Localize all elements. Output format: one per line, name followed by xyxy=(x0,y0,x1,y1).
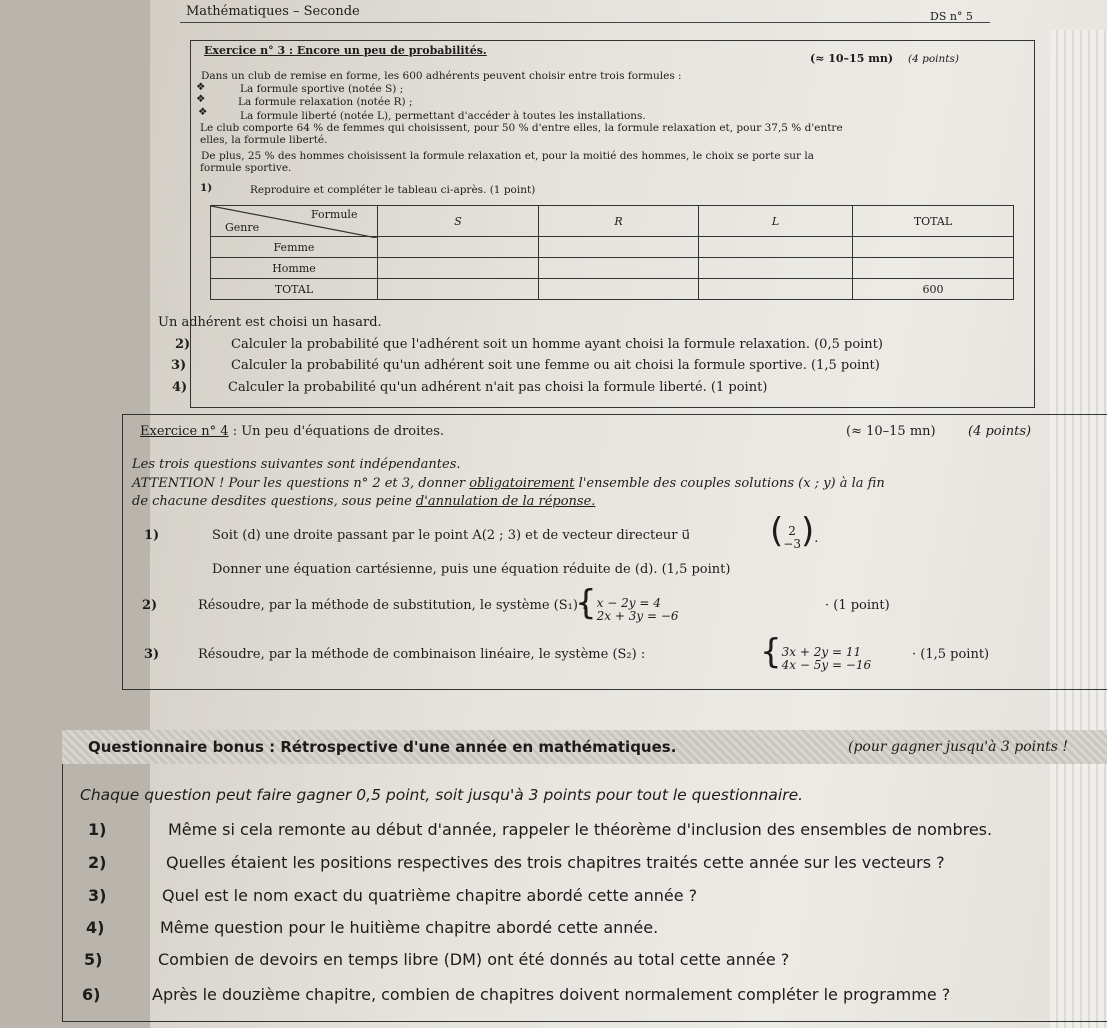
equation: 4x − 5y = −16 xyxy=(781,657,872,672)
table-row xyxy=(211,237,1014,258)
system-equations xyxy=(597,597,679,623)
corner-label-formule: Formule xyxy=(311,208,358,221)
warning-emphasis: obligatoirement xyxy=(469,476,575,491)
table-cell xyxy=(699,258,853,279)
exercise-4-title xyxy=(140,424,444,439)
exercise-4-subject: : Un peu d'équations de droites. xyxy=(228,424,444,439)
bullet-icon: ❖ xyxy=(196,81,206,93)
question-number: 6) xyxy=(82,985,101,1004)
question-number: 1) xyxy=(88,820,107,839)
question-number: 2) xyxy=(175,337,191,352)
row-label-homme: Homme xyxy=(211,258,378,279)
system-s2 xyxy=(760,632,872,672)
exercise-4-points: (4 points) xyxy=(968,424,1032,439)
row-label-total: TOTAL xyxy=(211,279,378,300)
system-equations xyxy=(782,646,872,672)
exercise-3-paragraph-1-end: elles, la formule liberté. xyxy=(200,134,328,146)
bonus-intro: Chaque question peut faire gagner 0,5 point, soit jusqu'à 3 points pour tout le questionnaire. xyxy=(80,786,804,804)
exercise-3-points: (4 points) xyxy=(908,53,959,65)
table-cell xyxy=(539,258,699,279)
exercise-4-question-2-points: · (1 point) xyxy=(825,598,890,613)
bullet-icon: ❖ xyxy=(196,93,206,105)
vector-components xyxy=(783,525,801,551)
question-number: 3) xyxy=(144,647,160,662)
equation: 2x + 3y = −6 xyxy=(596,608,679,623)
table-cell-grand-total: 600 xyxy=(853,279,1014,300)
bonus-question-5: Combien de devoirs en temps libre (DM) ont été donnés au total cette année ? xyxy=(158,950,790,969)
column-header-s: S xyxy=(378,206,539,237)
warning-text: l'ensemble des couples solutions (x ; y) à la fin xyxy=(574,476,885,491)
table-cell xyxy=(378,237,539,258)
exercise-3-intro: Dans un club de remise en forme, les 600 adhérents peuvent choisir entre trois formules : xyxy=(201,70,682,82)
random-choice-statement: Un adhérent est choisi un hasard. xyxy=(158,315,382,330)
table-cell xyxy=(539,279,699,300)
exercise-4-question-1: Soit (d) une droite passant par le point A(2 ; 3) et de vecteur directeur u⃗ xyxy=(212,528,690,543)
row-label-femme: Femme xyxy=(211,237,378,258)
equation: x − 2y = 4 xyxy=(596,595,661,610)
exercise-4-note: Les trois questions suivantes sont indépendantes. xyxy=(132,457,461,472)
exercise-4-warning xyxy=(132,476,885,491)
table-cell xyxy=(378,279,539,300)
vector-paren: ) xyxy=(800,511,815,551)
exercise-4-label: Exercice n° 4 xyxy=(140,424,229,439)
bonus-title: Questionnaire bonus : Rétrospective d'une année en mathématiques. xyxy=(88,738,677,756)
table-cell xyxy=(853,258,1014,279)
bonus-frame xyxy=(62,730,1107,1022)
exercise-3-timing: (≈ 10–15 mn) xyxy=(810,52,894,65)
question-number: 4) xyxy=(172,380,188,395)
table-corner xyxy=(211,206,378,237)
table-row xyxy=(211,279,1014,300)
probability-table xyxy=(210,205,1014,300)
system-s1 xyxy=(575,583,679,623)
question-number: 2) xyxy=(142,598,158,613)
equation: 3x + 2y = 11 xyxy=(781,644,862,659)
vector-y: −3 xyxy=(783,536,801,551)
bonus-question-6: Après le douzième chapitre, combien de chapitres doivent normalement compléter le programme ? xyxy=(152,985,951,1004)
exercise-4-warning-end xyxy=(132,494,595,509)
exercise-4-question-1-part-2: Donner une équation cartésienne, puis une équation réduite de (d). (1,5 point) xyxy=(212,562,731,577)
corner-label-genre: Genre xyxy=(225,221,260,234)
bonus-question-1: Même si cela remonte au début d'année, rappeler le théorème d'inclusion des ensembles de nombres. xyxy=(168,820,993,839)
exercise-4-question-3-points: · (1,5 point) xyxy=(912,647,990,662)
exercise-4-timing: (≈ 10–15 mn) xyxy=(846,424,936,439)
question-number: 4) xyxy=(86,918,105,937)
header-subject: Mathématiques – Seconde xyxy=(186,4,360,19)
question-number: 5) xyxy=(84,950,103,969)
exercise-4-question-2: Résoudre, par la méthode de substitution, le système (S₁) : xyxy=(198,598,587,613)
bullet-liberte: La formule liberté (notée L), permettant d'accéder à toutes les installations. xyxy=(240,110,646,122)
vector-x: 2 xyxy=(788,523,796,538)
bullet-icon: ❖ xyxy=(198,106,208,118)
table-cell xyxy=(699,279,853,300)
exercise-3-question-3: Calculer la probabilité qu'un adhérent soit une femme ou ait choisi la formule sportive. (1,5 point) xyxy=(231,358,880,373)
warning-text: ATTENTION ! Pour les questions n° 2 et 3, donner xyxy=(132,476,470,491)
column-header-l: L xyxy=(699,206,853,237)
bonus-points: (pour gagner jusqu'à 3 points ! xyxy=(848,739,1069,755)
direction-vector: ( 2 −3). xyxy=(770,511,819,551)
exercise-3-question-4: Calculer la probabilité qu'un adhérent n'ait pas choisi la formule liberté. (1 point) xyxy=(228,380,768,395)
table-cell xyxy=(699,237,853,258)
header-rule xyxy=(180,22,990,23)
question-number: 1) xyxy=(200,182,213,194)
column-header-r: R xyxy=(539,206,699,237)
question-number: 2) xyxy=(88,853,107,872)
bullet-relaxation: La formule relaxation (notée R) ; xyxy=(238,96,413,108)
vector-paren: ( xyxy=(770,511,784,551)
exercise-3-paragraph-1: Le club comporte 64 % de femmes qui choisissent, pour 50 % d'entre elles, la formule relaxation et, pour 37,5 % d'entre xyxy=(200,122,843,134)
table-cell xyxy=(539,237,699,258)
exercise-3-question-2: Calculer la probabilité que l'adhérent soit un homme ayant choisi la formule relaxation. (0,5 point) xyxy=(231,337,883,352)
bullet-sportive: La formule sportive (notée S) ; xyxy=(240,83,404,95)
question-number: 3) xyxy=(171,358,187,373)
exercise-3-title: Exercice n° 3 : Encore un peu de probabilités. xyxy=(204,44,487,57)
table-cell xyxy=(378,258,539,279)
header-ds-number: DS n° 5 xyxy=(930,10,973,23)
warning-emphasis: d'annulation de la réponse. xyxy=(415,494,596,509)
system-brace: { xyxy=(760,632,782,672)
system-brace: { xyxy=(575,583,597,623)
exercise-3-paragraph-2-end: formule sportive. xyxy=(200,162,292,174)
exercise-3-paragraph-2: De plus, 25 % des hommes choisissent la formule relaxation et, pour la moitié des hommes, le choix se porte sur la xyxy=(201,150,815,162)
question-number: 3) xyxy=(88,886,107,905)
warning-text: de chacune desdites questions, sous peine xyxy=(132,494,416,509)
exercise-4-question-3: Résoudre, par la méthode de combinaison linéaire, le système (S₂) : xyxy=(198,647,646,662)
table-cell xyxy=(853,237,1014,258)
bonus-question-4: Même question pour le huitième chapitre abordé cette année. xyxy=(160,918,659,937)
bonus-question-2: Quelles étaient les positions respectives des trois chapitres traités cette année sur les vecteurs ? xyxy=(166,853,945,872)
table-row xyxy=(211,258,1014,279)
bonus-question-3: Quel est le nom exact du quatrième chapitre abordé cette année ? xyxy=(162,886,698,905)
question-number: 1) xyxy=(144,528,160,543)
exercise-3-question-1: Reproduire et compléter le tableau ci-après. (1 point) xyxy=(250,184,536,196)
column-header-total: TOTAL xyxy=(853,206,1014,237)
